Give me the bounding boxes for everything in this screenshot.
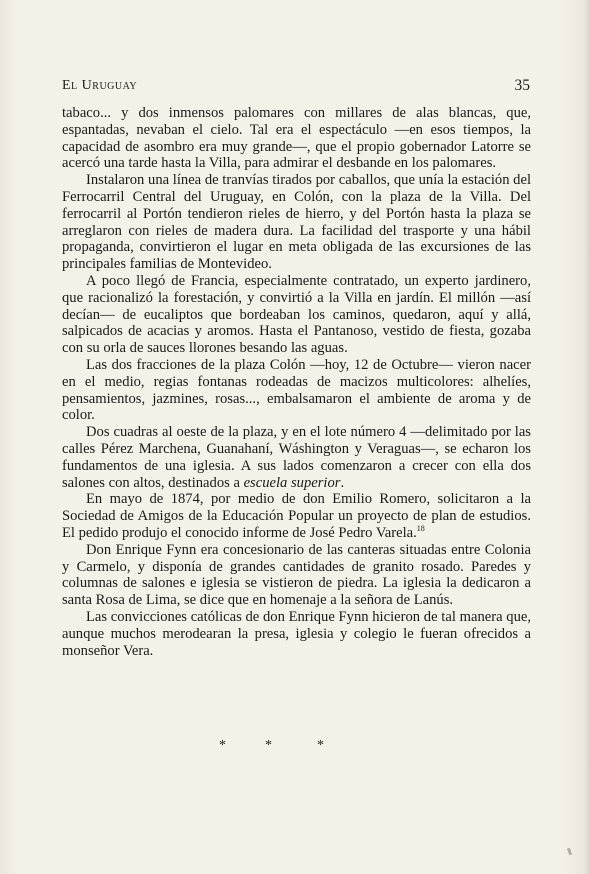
- asterisk: *: [265, 738, 272, 753]
- paragraph-text: Las dos fracciones de la plaza Colón —hoy, 12 de Octubre— vieron nacer en el medio, regias fontanas rodeadas de macizos multicolores: alhelíes, pensamientos, jazmines, rosas..., embalsamaron el ambiente de aroma y de color.: [62, 356, 531, 424]
- page-number: 35: [514, 77, 530, 94]
- page-edge-shadow: [584, 0, 590, 874]
- paragraph-text: Las convicciones católicas de don Enrique Fynn hicieron de tal manera que, aunque muchos merodearan la presa, iglesia y colegio le fueran ofrecidos a monseñor Vera.: [62, 608, 531, 659]
- section-separator: [219, 738, 379, 756]
- paragraph: [62, 105, 531, 172]
- paragraph-text: En mayo de 1874, por medio de don Emilio Romero, solicitaron a la Sociedad de Amigos de la Educación Popular un proyecto de plan de estudios. El pedido produjo el conocido informe de José Pedro Varela.: [62, 491, 531, 541]
- paragraph: [62, 172, 531, 273]
- scan-mark: [567, 848, 572, 856]
- body-text: [62, 105, 531, 659]
- asterisk: *: [219, 738, 226, 753]
- paragraph: [62, 357, 531, 424]
- paragraph-text: A poco llegó de Francia, especialmente contratado, un experto jardinero, que racionalizó la forestación, y convirtió a la Villa en jardín. El millón —así decían— de eucaliptos que bordeaban los caminos, quedaron, aquí y allá, salpicados de acacias y aromos. Hasta el Pantanoso, vestido de fiesta, gozaba con su orla de sauces llorones besando las aguas.: [62, 272, 531, 357]
- paragraph-text: Don Enrique Fynn era concesionario de las canteras situadas entre Colonia y Carmelo, y disponía de grandes cantidades de granito rosado. Paredes y columnas de salones e iglesia se vistieron de piedra. La iglesia la dedicaron a santa Rosa de Lima, se dice que en homenaje a la señora de Lanús.: [62, 541, 531, 609]
- paragraph: [62, 491, 531, 541]
- paragraph: [62, 273, 531, 357]
- running-head-title: El Uruguay: [62, 78, 138, 93]
- paragraph: [62, 542, 531, 609]
- paragraph: [62, 609, 531, 659]
- paragraph: [62, 424, 531, 491]
- asterisk: *: [317, 738, 324, 753]
- paragraph-text: tabaco... y dos inmensos palomares con millares de alas blancas, que, espantadas, nevaban el cielo. Tal era el espectáculo —en esos tiempos, la capacidad de asombro era muy grande—, que el propio gobernador Latorre se acercó una tarde hasta la Villa, para admirar el desbande en los palomares.: [62, 105, 531, 172]
- footnote-ref: 18: [416, 523, 425, 533]
- paragraph-text: Dos cuadras al oeste de la plaza, y en el lote número 4 —delimitado por las calles Pérez Marchena, Guanahaní, Wáshington y Veraguas—, se echaron los fundamentos de una iglesia. A sus lados comenzaron a crecer con ella dos salones con altos, destinados a: [62, 424, 531, 491]
- running-head: [62, 78, 530, 98]
- italic-text: escuela superior: [243, 474, 341, 491]
- paragraph-text: Instalaron una línea de tranvías tirados por caballos, que unía la estación del Ferrocarril Central del Uruguay, en Colón, con la plaza de la Villa. Del ferrocarril al Portón tendieron rieles de hierro, y del Portón hasta la plaza se arreglaron con rieles de madera dura. La facilidad del trasporte y una hábil propaganda, convirtieron el lugar en meta obligada de las excursiones de las principales familias de Montevideo.: [62, 172, 531, 273]
- paragraph-text: .: [340, 474, 345, 491]
